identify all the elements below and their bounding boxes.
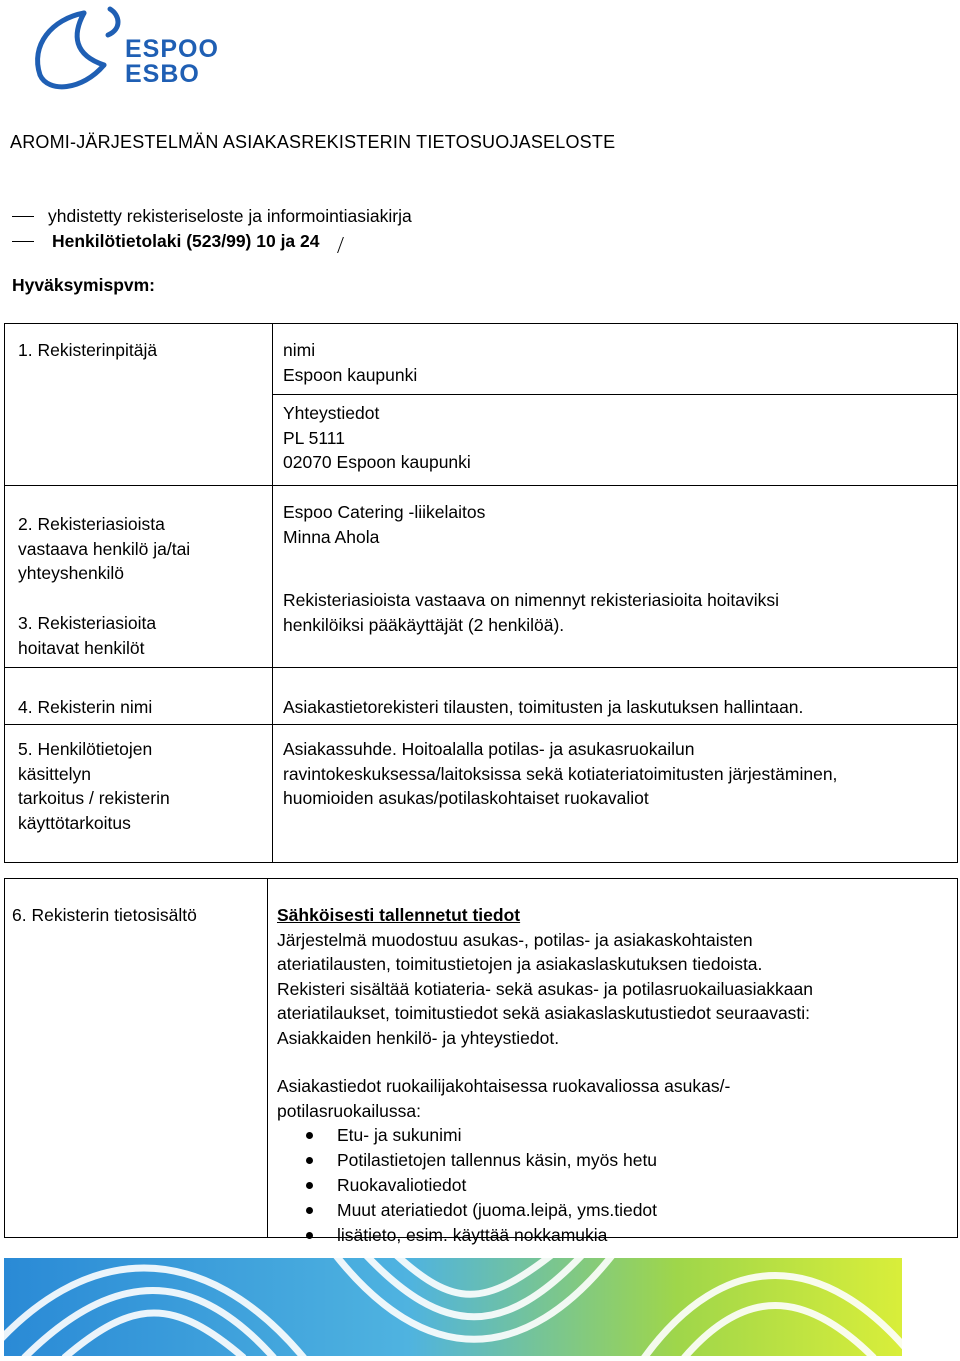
s6-para-line: Järjestelmä muodostuu asukas-, potilas- ja asiakaskohtaisten xyxy=(277,929,753,950)
intro-item xyxy=(12,229,412,254)
row-divider xyxy=(5,485,957,486)
s2-label xyxy=(18,512,190,586)
bullet-item: Ruokavaliotiedot xyxy=(270,1173,947,1198)
decorative-wave-band xyxy=(4,1258,902,1356)
s1-name xyxy=(283,338,417,387)
s3-value-line: henkilöiksi pääkäyttäjät (2 henkilöä). xyxy=(283,614,565,635)
s1-label: 1. Rekisterinpitäjä xyxy=(18,340,158,360)
s5-label-line: käyttötarkoitus xyxy=(18,812,131,833)
approval-date-label: Hyväksymispvm: xyxy=(12,275,155,295)
s6-para-line: Rekisteri sisältää kotiateria- sekä asukas- ja potilasruokailuasiakkaan xyxy=(277,978,813,999)
s1-contact-line: PL 5111 xyxy=(283,427,345,448)
row-divider xyxy=(5,667,957,668)
s3-label-line: hoitavat henkilöt xyxy=(18,637,145,658)
s3-value-line: Rekisteriasioista vastaava on nimennyt rekisteriasioita hoitaviksi xyxy=(283,590,780,610)
s5-label xyxy=(18,737,170,835)
bullet-item: Etu- ja sukunimi xyxy=(270,1123,947,1148)
intro-item-text: Henkilötietolaki (523/99) 10 ja 24 xyxy=(52,231,320,251)
s5-label-line: tarkoitus / rekisterin xyxy=(18,788,170,808)
register-info-table xyxy=(4,323,958,863)
s5-value-line: ravintokeskuksessa/laitoksissa sekä kotiateriatoimitusten järjestäminen, xyxy=(283,763,838,784)
s5-label-line: 5. Henkilötietojen xyxy=(18,739,153,759)
bullet-item: Muut ateriatiedot (juoma.leipä, yms.tiedot xyxy=(270,1198,947,1223)
s2-label-line: 2. Rekisteriasioista xyxy=(18,514,165,534)
s5-value xyxy=(283,737,837,811)
s2-value-line: Minna Ahola xyxy=(283,526,380,547)
logo-line-1: ESPOO xyxy=(125,35,219,63)
s1-name-value: Espoon kaupunki xyxy=(283,364,418,385)
column-divider xyxy=(267,879,268,1237)
s2-value xyxy=(283,500,485,549)
s3-label-line: 3. Rekisteriasioita xyxy=(18,613,157,633)
dash-icon xyxy=(12,216,34,217)
s6-para-line: ateriatilaukset, toimitustiedot sekä asiakaslaskutustiedot seuraavasti: xyxy=(277,1003,811,1023)
section-sign-icon xyxy=(329,237,344,253)
s2-label-line: yhteyshenkilö xyxy=(18,563,125,583)
s5-label-line: käsittelyn xyxy=(18,763,91,784)
s1-contact-label: Yhteystiedot xyxy=(283,403,380,423)
s6-para2-line: Asiakastiedot ruokailijakohtaisessa ruokavaliossa asukas/- xyxy=(277,1076,731,1096)
s6-heading: Sähköisesti tallennetut tiedot xyxy=(277,905,521,925)
s6-para2-line: potilasruokailussa: xyxy=(277,1100,421,1121)
s2-value-line: Espoo Catering -liikelaitos xyxy=(283,502,486,522)
row-divider xyxy=(272,394,957,395)
s6-content xyxy=(277,903,947,1248)
bullet-item: Potilastietojen tallennus käsin, myös hetu xyxy=(270,1148,947,1173)
intro-item xyxy=(12,204,412,229)
s5-value-line: Asiakassuhde. Hoitoalalla potilas- ja asukasruokailun xyxy=(283,739,695,759)
s4-value: Asiakastietorekisteri tilausten, toimitusten ja laskutuksen hallintaan. xyxy=(283,697,804,717)
s4-label: 4. Rekisterin nimi xyxy=(18,697,153,717)
document-title: AROMI-JÄRJESTELMÄN ASIAKASREKISTERIN TIETOSUOJASELOSTE xyxy=(10,132,616,152)
register-content-table xyxy=(4,878,958,1245)
s1-contact xyxy=(283,401,471,475)
s3-label xyxy=(18,611,156,660)
intro-list xyxy=(12,204,412,254)
s3-value xyxy=(283,588,779,637)
s5-value-line: huomioiden asukas/potilaskohtaiset ruokavaliot xyxy=(283,788,649,808)
dash-icon xyxy=(12,241,34,242)
s1-contact-line: 02070 Espoon kaupunki xyxy=(283,452,471,472)
s2-label-line: vastaava henkilö ja/tai xyxy=(18,538,191,559)
s6-label: 6. Rekisterin tietosisältö xyxy=(12,905,197,925)
row-divider xyxy=(5,724,957,725)
s6-para-line: Asiakkaiden henkilö- ja yhteystiedot. xyxy=(277,1027,560,1048)
bullet-item: lisätieto, esim. käyttää nokkamukia xyxy=(270,1223,947,1248)
logo-line-2: ESBO xyxy=(125,60,200,88)
intro-item-text: yhdistetty rekisteriseloste ja informointiasiakirja xyxy=(48,206,412,226)
column-divider xyxy=(272,324,273,862)
logo-wordmark xyxy=(125,37,219,87)
s6-para-line: ateriatilausten, toimitustietojen ja asiakaslaskutuksen tiedoista. xyxy=(277,954,763,974)
s6-bullet-list xyxy=(270,1123,947,1248)
s1-name-label: nimi xyxy=(283,340,316,360)
